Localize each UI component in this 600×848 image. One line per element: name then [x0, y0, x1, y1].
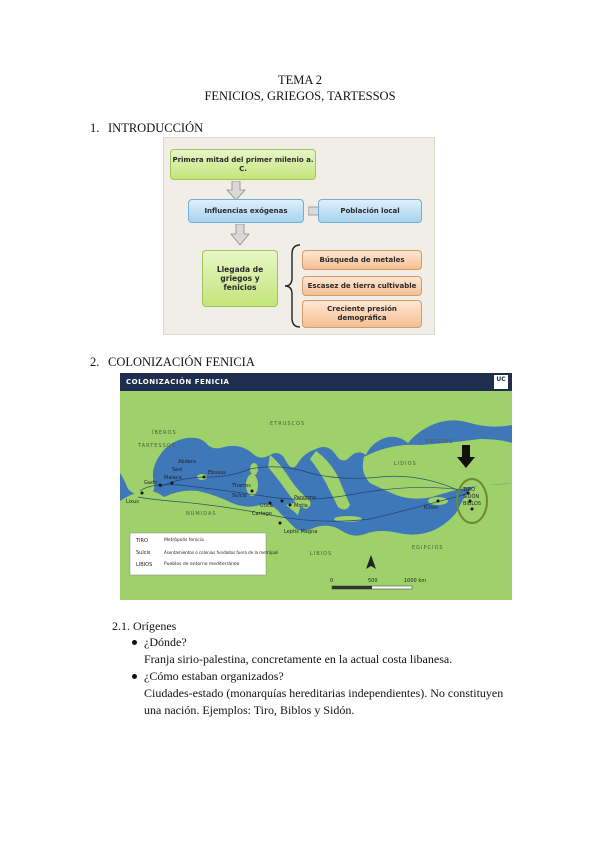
colony-label: Ebusus	[208, 470, 226, 476]
region-tartessos: TARTESSOS	[138, 443, 176, 449]
cause-demographic: Creciente presión demográfica	[302, 300, 422, 328]
subsection-heading: 2.1. Orígenes	[112, 619, 177, 633]
period-box: Primera mitad del primer milenio a. C.	[170, 149, 316, 180]
down-arrow-icon	[226, 181, 246, 201]
colony-label: Tharros	[232, 483, 251, 489]
section-1-number: 1.	[90, 121, 100, 135]
region-numidas: NÚMIDAS	[186, 511, 217, 517]
cause-metals: Búsqueda de metales	[302, 250, 422, 270]
colony-label: Cartago	[252, 511, 272, 517]
bullet-icon	[132, 640, 137, 645]
map-title: COLONIZACIÓN FENICIA	[126, 378, 230, 386]
scale-label: 500	[368, 578, 378, 584]
colony-label: Malaca	[164, 475, 182, 481]
colony-label: Sexi	[172, 467, 183, 473]
cause-land: Escasez de tierra cultivable	[302, 276, 422, 296]
colony-label: Kition	[424, 505, 439, 511]
population-box: Población local	[318, 199, 422, 223]
list-item	[144, 634, 187, 651]
question-organization: ¿Cómo estaban organizados?	[144, 669, 284, 683]
arrival-box: Llegada de griegos y fenicios	[202, 250, 278, 307]
city-tiro: TIRO	[463, 487, 475, 493]
region-libios: LIBIOS	[310, 551, 333, 557]
section-1-heading: INTRODUCCIÓN	[108, 121, 204, 135]
region-iberos: ÍBEROS	[152, 430, 177, 436]
down-arrow-icon	[230, 224, 250, 246]
scale-label: 1000 km	[404, 578, 427, 584]
bullet-icon	[132, 674, 137, 679]
colony-label: Lixus	[126, 499, 139, 505]
legend-symbol-3: LIBIOS	[136, 562, 153, 568]
doc-title: TEMA 2	[277, 73, 323, 87]
uc-logo: UC	[494, 375, 508, 389]
list-item	[144, 668, 284, 685]
colony-label: Motia	[294, 503, 308, 509]
legend-text-3: Pueblos de entorno mediterráneo	[164, 562, 240, 567]
region-egipcios: EGIPCIOS	[412, 545, 444, 551]
section-2-heading: COLONIZACIÓN FENICIA	[108, 355, 255, 369]
city-biblos: BIBLOS	[463, 501, 482, 507]
legend-text-2: Asentamientos o colonias fundados fuera de la metrópoli	[164, 550, 279, 555]
influences-box: Influencias exógenas	[188, 199, 304, 223]
city-sidon: SIDÓN	[463, 494, 480, 500]
answer-organization-line2: una nación. Ejemplos: Tiro, Biblos y Sidón.	[144, 703, 355, 717]
colony-label: Sulcis	[232, 493, 247, 499]
legend-symbol-1: TIRO	[136, 538, 148, 544]
scale-label: 0	[330, 578, 334, 584]
answer-organization-line1: Ciudades-estado (monarquías hereditarias independientes). No constituyen	[144, 686, 504, 700]
region-lidios: LIDIOS	[394, 461, 417, 467]
introduction-diagram	[163, 137, 435, 335]
colony-label: Utica	[260, 503, 273, 509]
answer-where: Franja sirio-palestina, concretamente en la actual costa libanesa.	[144, 652, 453, 666]
colony-label: Leptis Magna	[284, 529, 318, 535]
phoenician-colonization-map	[120, 373, 512, 600]
colony-label: Gadir	[144, 480, 158, 486]
colony-label: Panormo	[294, 495, 316, 501]
region-frigios: FRIGIOS	[426, 439, 454, 445]
colony-label: Abdera	[178, 459, 196, 465]
legend-symbol-2: Sulcis	[136, 550, 151, 556]
curly-brace-icon	[282, 244, 304, 328]
region-etruscos: ETRUSCOS	[270, 421, 306, 427]
scale-bar	[332, 586, 412, 589]
legend-text-1: Metrópolis fenicia	[164, 538, 204, 543]
question-where: ¿Dónde?	[144, 635, 187, 649]
doc-subtitle: FENICIOS, GRIEGOS, TARTESSOS	[204, 89, 396, 103]
section-2-number: 2.	[90, 355, 100, 369]
